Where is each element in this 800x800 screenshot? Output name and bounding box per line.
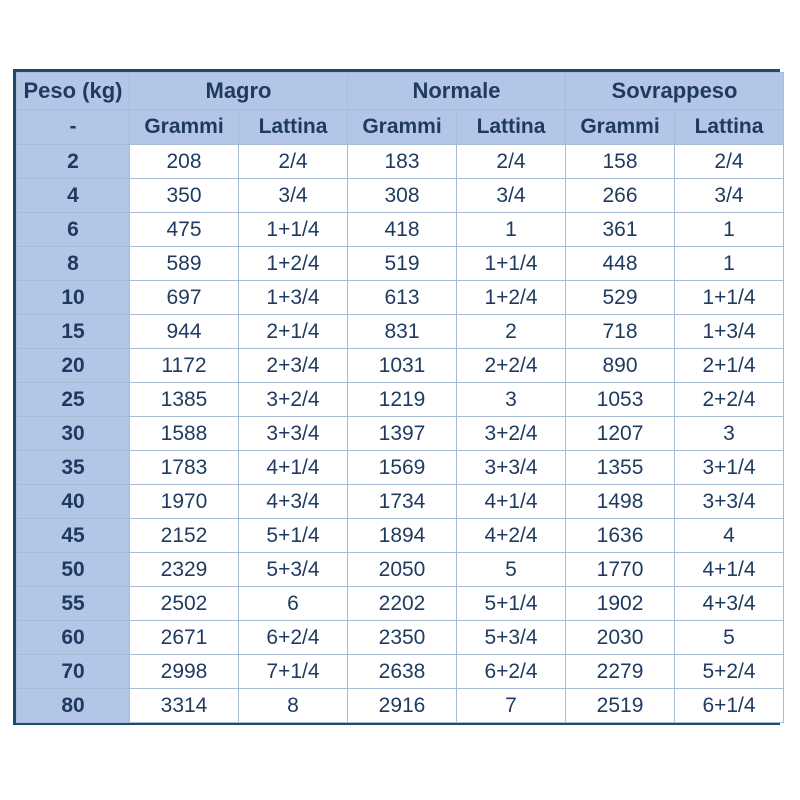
table-row — [17, 349, 784, 383]
subheader-lattina: Lattina — [457, 110, 566, 145]
peso-cell: 4 — [17, 179, 130, 213]
normale-grammi-cell: 2202 — [348, 587, 457, 621]
sovrappeso-lattina-cell: 3/4 — [675, 179, 784, 213]
magro-grammi-cell: 2502 — [130, 587, 239, 621]
normale-grammi-cell: 831 — [348, 315, 457, 349]
sovrappeso-grammi-cell: 2030 — [566, 621, 675, 655]
magro-lattina-cell: 2/4 — [239, 145, 348, 179]
sovrappeso-lattina-cell: 3 — [675, 417, 784, 451]
normale-grammi-cell: 1219 — [348, 383, 457, 417]
magro-lattina-cell: 5+3/4 — [239, 553, 348, 587]
feeding-table-frame — [13, 69, 780, 725]
table-row — [17, 621, 784, 655]
sovrappeso-lattina-cell: 3+3/4 — [675, 485, 784, 519]
magro-grammi-cell: 475 — [130, 213, 239, 247]
magro-lattina-cell: 2+3/4 — [239, 349, 348, 383]
normale-lattina-cell: 5+3/4 — [457, 621, 566, 655]
normale-lattina-cell: 3+2/4 — [457, 417, 566, 451]
normale-grammi-cell: 2916 — [348, 689, 457, 723]
magro-grammi-cell: 2671 — [130, 621, 239, 655]
sovrappeso-lattina-cell: 1 — [675, 247, 784, 281]
normale-lattina-cell: 3+3/4 — [457, 451, 566, 485]
sovrappeso-grammi-cell: 1207 — [566, 417, 675, 451]
normale-grammi-cell: 2638 — [348, 655, 457, 689]
sovrappeso-lattina-cell: 1 — [675, 213, 784, 247]
peso-cell: 10 — [17, 281, 130, 315]
normale-grammi-cell: 183 — [348, 145, 457, 179]
peso-cell: 35 — [17, 451, 130, 485]
sovrappeso-grammi-cell: 1636 — [566, 519, 675, 553]
sovrappeso-lattina-cell: 1+3/4 — [675, 315, 784, 349]
peso-cell: 20 — [17, 349, 130, 383]
peso-cell: 25 — [17, 383, 130, 417]
magro-grammi-cell: 697 — [130, 281, 239, 315]
sovrappeso-lattina-cell: 4+3/4 — [675, 587, 784, 621]
peso-header: Peso (kg) — [17, 73, 130, 110]
magro-grammi-cell: 2329 — [130, 553, 239, 587]
magro-lattina-cell: 8 — [239, 689, 348, 723]
normale-lattina-cell: 4+1/4 — [457, 485, 566, 519]
sovrappeso-lattina-cell: 2+2/4 — [675, 383, 784, 417]
table-row — [17, 655, 784, 689]
peso-cell: 6 — [17, 213, 130, 247]
magro-grammi-cell: 2152 — [130, 519, 239, 553]
sovrappeso-grammi-cell: 529 — [566, 281, 675, 315]
sovrappeso-grammi-cell: 1902 — [566, 587, 675, 621]
magro-lattina-cell: 6 — [239, 587, 348, 621]
magro-lattina-cell: 3+2/4 — [239, 383, 348, 417]
sovrappeso-grammi-cell: 1498 — [566, 485, 675, 519]
magro-lattina-cell: 1+1/4 — [239, 213, 348, 247]
table-row — [17, 485, 784, 519]
peso-cell: 45 — [17, 519, 130, 553]
sovrappeso-lattina-cell: 2+1/4 — [675, 349, 784, 383]
sovrappeso-grammi-cell: 158 — [566, 145, 675, 179]
magro-grammi-cell: 1385 — [130, 383, 239, 417]
table-row — [17, 315, 784, 349]
peso-subheader: - — [17, 110, 130, 145]
table-body — [17, 145, 784, 723]
header-row-units — [17, 110, 784, 145]
magro-grammi-cell: 1588 — [130, 417, 239, 451]
sovrappeso-lattina-cell: 4 — [675, 519, 784, 553]
magro-grammi-cell: 3314 — [130, 689, 239, 723]
subheader-lattina: Lattina — [239, 110, 348, 145]
sovrappeso-grammi-cell: 718 — [566, 315, 675, 349]
sovrappeso-grammi-cell: 1770 — [566, 553, 675, 587]
sovrappeso-grammi-cell: 361 — [566, 213, 675, 247]
magro-lattina-cell: 5+1/4 — [239, 519, 348, 553]
table-row — [17, 519, 784, 553]
magro-grammi-cell: 589 — [130, 247, 239, 281]
sovrappeso-lattina-cell: 6+1/4 — [675, 689, 784, 723]
normale-lattina-cell: 1+1/4 — [457, 247, 566, 281]
peso-cell: 60 — [17, 621, 130, 655]
magro-grammi-cell: 1783 — [130, 451, 239, 485]
sovrappeso-lattina-cell: 1+1/4 — [675, 281, 784, 315]
magro-lattina-cell: 3/4 — [239, 179, 348, 213]
magro-lattina-cell: 7+1/4 — [239, 655, 348, 689]
sovrappeso-grammi-cell: 266 — [566, 179, 675, 213]
sovrappeso-lattina-cell: 4+1/4 — [675, 553, 784, 587]
normale-grammi-cell: 1569 — [348, 451, 457, 485]
feeding-table — [16, 72, 784, 723]
normale-lattina-cell: 7 — [457, 689, 566, 723]
magro-grammi-cell: 2998 — [130, 655, 239, 689]
sovrappeso-lattina-cell: 5+2/4 — [675, 655, 784, 689]
subheader-lattina: Lattina — [675, 110, 784, 145]
peso-cell: 50 — [17, 553, 130, 587]
peso-cell: 70 — [17, 655, 130, 689]
normale-grammi-cell: 613 — [348, 281, 457, 315]
sovrappeso-grammi-cell: 448 — [566, 247, 675, 281]
table-row — [17, 247, 784, 281]
sovrappeso-lattina-cell: 3+1/4 — [675, 451, 784, 485]
magro-grammi-cell: 944 — [130, 315, 239, 349]
magro-lattina-cell: 4+1/4 — [239, 451, 348, 485]
group-header-sovrappeso: Sovrappeso — [566, 73, 784, 110]
table-row — [17, 587, 784, 621]
normale-lattina-cell: 2 — [457, 315, 566, 349]
peso-cell: 80 — [17, 689, 130, 723]
peso-cell: 2 — [17, 145, 130, 179]
sovrappeso-grammi-cell: 2279 — [566, 655, 675, 689]
normale-grammi-cell: 1397 — [348, 417, 457, 451]
subheader-grammi: Grammi — [130, 110, 239, 145]
table-row — [17, 281, 784, 315]
sovrappeso-grammi-cell: 1355 — [566, 451, 675, 485]
magro-lattina-cell: 2+1/4 — [239, 315, 348, 349]
group-header-normale: Normale — [348, 73, 566, 110]
normale-grammi-cell: 1894 — [348, 519, 457, 553]
table-row — [17, 553, 784, 587]
sovrappeso-lattina-cell: 5 — [675, 621, 784, 655]
normale-lattina-cell: 5 — [457, 553, 566, 587]
normale-lattina-cell: 5+1/4 — [457, 587, 566, 621]
magro-grammi-cell: 350 — [130, 179, 239, 213]
magro-grammi-cell: 1172 — [130, 349, 239, 383]
normale-lattina-cell: 6+2/4 — [457, 655, 566, 689]
normale-grammi-cell: 308 — [348, 179, 457, 213]
subheader-grammi: Grammi — [566, 110, 675, 145]
table-row — [17, 689, 784, 723]
peso-cell: 40 — [17, 485, 130, 519]
header-row-groups — [17, 73, 784, 110]
table-row — [17, 179, 784, 213]
peso-cell: 15 — [17, 315, 130, 349]
magro-grammi-cell: 208 — [130, 145, 239, 179]
sovrappeso-grammi-cell: 2519 — [566, 689, 675, 723]
table-row — [17, 145, 784, 179]
table-row — [17, 383, 784, 417]
magro-lattina-cell: 3+3/4 — [239, 417, 348, 451]
group-header-magro: Magro — [130, 73, 348, 110]
normale-lattina-cell: 1 — [457, 213, 566, 247]
normale-grammi-cell: 2050 — [348, 553, 457, 587]
normale-lattina-cell: 4+2/4 — [457, 519, 566, 553]
magro-grammi-cell: 1970 — [130, 485, 239, 519]
magro-lattina-cell: 1+3/4 — [239, 281, 348, 315]
normale-grammi-cell: 519 — [348, 247, 457, 281]
sovrappeso-grammi-cell: 890 — [566, 349, 675, 383]
normale-lattina-cell: 2+2/4 — [457, 349, 566, 383]
normale-lattina-cell: 3/4 — [457, 179, 566, 213]
normale-grammi-cell: 2350 — [348, 621, 457, 655]
magro-lattina-cell: 1+2/4 — [239, 247, 348, 281]
peso-cell: 55 — [17, 587, 130, 621]
normale-grammi-cell: 1031 — [348, 349, 457, 383]
table-row — [17, 417, 784, 451]
sovrappeso-lattina-cell: 2/4 — [675, 145, 784, 179]
subheader-grammi: Grammi — [348, 110, 457, 145]
normale-grammi-cell: 1734 — [348, 485, 457, 519]
normale-grammi-cell: 418 — [348, 213, 457, 247]
table-row — [17, 213, 784, 247]
normale-lattina-cell: 3 — [457, 383, 566, 417]
table-row — [17, 451, 784, 485]
peso-cell: 8 — [17, 247, 130, 281]
sovrappeso-grammi-cell: 1053 — [566, 383, 675, 417]
magro-lattina-cell: 6+2/4 — [239, 621, 348, 655]
normale-lattina-cell: 1+2/4 — [457, 281, 566, 315]
normale-lattina-cell: 2/4 — [457, 145, 566, 179]
peso-cell: 30 — [17, 417, 130, 451]
magro-lattina-cell: 4+3/4 — [239, 485, 348, 519]
